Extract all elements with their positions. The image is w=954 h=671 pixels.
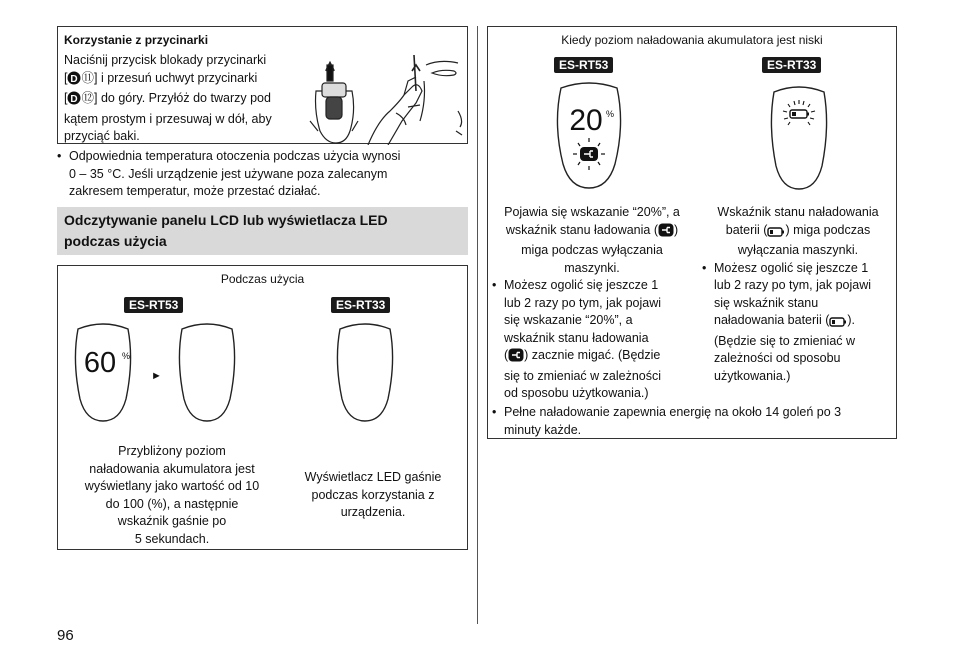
desc-line: naładowania baterii ( ). xyxy=(714,312,894,333)
low-battery-right-desc xyxy=(702,204,894,385)
desc-line: wskaźnik stanu ładowania ( ) xyxy=(492,222,692,243)
model-badge-es-rt53: ES-RT53 xyxy=(124,297,183,313)
desc-line: naładowania akumulatora jest xyxy=(89,461,255,476)
low-battery-box xyxy=(487,26,897,439)
trimmer-line-1: Naciśnij przycisk blokady przycinarki xyxy=(64,53,267,67)
bullet-item xyxy=(702,260,894,386)
low-battery-right-intro xyxy=(702,204,894,260)
low-battery-left-intro xyxy=(492,204,692,277)
trimmer-line-3 xyxy=(64,90,304,111)
shaver-trimmer-illustration-icon xyxy=(308,51,468,145)
desc-line: wyłączania maszynki. xyxy=(737,243,859,257)
ref-number: ⑪ xyxy=(81,70,94,85)
desc-line: maszynki. xyxy=(564,260,620,275)
ref-number: ⑫ xyxy=(81,91,94,105)
low-battery-caption: Kiedy poziom naładowania akumulatora jest niski xyxy=(561,33,823,47)
svg-text:D: D xyxy=(70,73,79,85)
desc-line: (Będzie się to zmieniać w xyxy=(714,333,856,348)
lcd-display-60 xyxy=(72,321,134,424)
bullet-item xyxy=(492,277,692,403)
desc-line: baterii ( ) miga podczas xyxy=(702,222,894,243)
ref-tail: ] do góry. Przyłóż do twarzy pod xyxy=(94,91,271,105)
during-use-caption: Podczas użycia xyxy=(220,272,305,286)
low-battery-left-desc xyxy=(492,204,692,403)
low-battery-left-bullets xyxy=(492,277,692,403)
desc-line: • Pełne naładowanie zapewnia energię na około 14 goleń po 3 xyxy=(504,405,842,419)
model-badge-es-rt33: ES-RT33 xyxy=(762,57,821,73)
desc-line: podczas korzystania z xyxy=(311,487,435,502)
desc-line: miga podczas wyłączania xyxy=(521,243,663,257)
during-use-right-desc xyxy=(278,469,468,522)
desc-line: lub 2 razy po tym, jak pojawi xyxy=(714,278,872,292)
led-display-off xyxy=(334,321,396,424)
model-badge-es-rt53: ES-RT53 xyxy=(554,57,613,73)
desc-line: zależności od sposobu xyxy=(714,351,841,365)
battery-low-icon xyxy=(829,315,847,333)
trimmer-usage-text xyxy=(64,52,304,146)
temperature-line-1: • Odpowiednia temperatura otoczenia podczas użycia wynosi xyxy=(69,149,401,163)
lcd-value-text: 60 xyxy=(83,347,117,379)
desc-line: lub 2 razy po tym, jak pojawi xyxy=(504,295,662,310)
desc-line: 5 sekundach. xyxy=(134,531,210,546)
during-use-box xyxy=(57,265,468,550)
temperature-note-item xyxy=(57,148,457,201)
page-number: 96 xyxy=(57,627,74,644)
desc-line: • Możesz ogolić się jeszcze 1 xyxy=(504,278,659,292)
bullet-item xyxy=(492,404,892,439)
section-heading xyxy=(57,207,468,255)
temperature-line-3: zakresem temperatur, może przestać działać. xyxy=(69,184,321,198)
lcd-display-off xyxy=(176,321,238,424)
desc-line: ( ) zacznie migać. (Będzie xyxy=(504,347,692,368)
trimmer-line-4: kątem prostym i przesuwaj w dół, aby xyxy=(64,111,272,126)
model-badge-es-rt33: ES-RT33 xyxy=(331,297,390,313)
desc-line: się wskaźnik stanu xyxy=(714,295,819,310)
during-use-left-desc xyxy=(58,443,286,548)
desc-line: Przybliżony poziom xyxy=(118,444,226,458)
d-badge-icon xyxy=(67,71,81,91)
lcd-value-text: 20 xyxy=(569,104,603,137)
ref-tail: ] i przesuń uchwyt przycinarki xyxy=(94,70,258,85)
battery-low-icon xyxy=(767,225,785,243)
full-charge-note xyxy=(492,404,892,439)
low-battery-right-bullets xyxy=(702,260,894,386)
ref-bracket: [ xyxy=(64,70,68,85)
lcd-unit-text: % xyxy=(606,109,615,119)
section-heading-line-1: Odczytywanie panelu LCD lub wyświetlacza LED xyxy=(64,212,388,228)
trimmer-usage-title: Korzystanie z przycinarki xyxy=(64,33,209,47)
desc-line: wskaźnik gaśnie po xyxy=(117,514,227,528)
desc-line: • Możesz ogolić się jeszcze 1 xyxy=(714,260,869,275)
arrow-right-icon: ► xyxy=(151,370,162,382)
trimmer-line-5: przyciąć baki. xyxy=(64,129,140,143)
desc-line: minuty każde. xyxy=(504,422,582,437)
desc-line: użytkowania.) xyxy=(714,368,791,383)
desc-line: urządzenia. xyxy=(340,505,406,519)
plug-charge-icon xyxy=(658,223,674,243)
column-divider xyxy=(477,26,478,624)
desc-line: od sposobu użytkowania.) xyxy=(504,386,649,400)
lcd-unit-text: % xyxy=(122,351,131,361)
desc-line: Pojawia się wskazanie “20%”, a xyxy=(504,205,680,219)
svg-text:D: D xyxy=(70,94,79,105)
led-display-battery xyxy=(768,84,830,192)
desc-line: do 100 (%), a następnie xyxy=(105,496,239,511)
desc-line: wyświetlany jako wartość od 10 xyxy=(84,479,260,493)
desc-line: się to zmieniać w zależności xyxy=(504,368,662,383)
desc-line: Wyświetlacz LED gaśnie xyxy=(304,470,442,484)
ref-bracket: [ xyxy=(64,91,68,105)
trimmer-line-2 xyxy=(64,70,304,91)
trimmer-usage-box xyxy=(57,26,468,144)
desc-line: Wskaźnik stanu naładowania xyxy=(717,205,879,219)
desc-line: wskaźnik stanu ładowania xyxy=(504,330,649,345)
temperature-note xyxy=(57,148,457,201)
temperature-line-2: 0 – 35 °C. Jeśli urządzenie jest używane poza zalecanym xyxy=(69,166,388,181)
section-heading-line-2: podczas użycia xyxy=(64,233,167,249)
plug-charge-icon xyxy=(508,348,524,368)
desc-line: się wskazanie “20%”, a xyxy=(504,313,633,327)
d-badge-icon xyxy=(67,91,81,111)
lcd-display-20 xyxy=(553,80,625,191)
